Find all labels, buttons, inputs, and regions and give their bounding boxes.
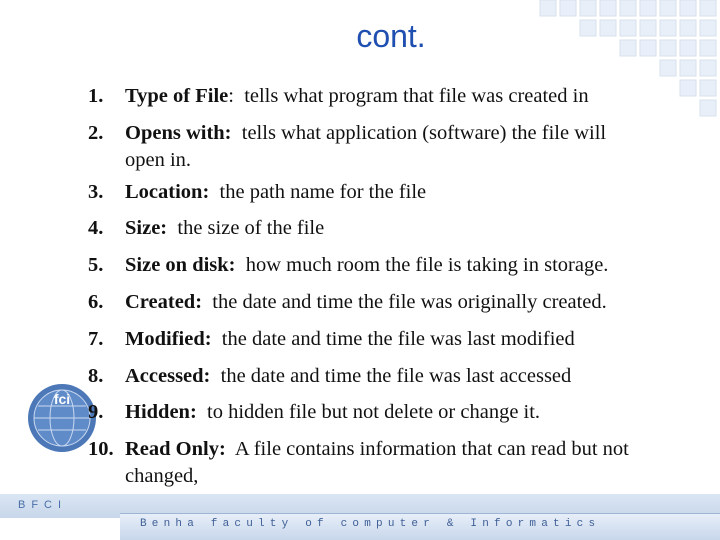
list-item-text: how much room the file is taking in storage. bbox=[235, 254, 609, 277]
list-item bbox=[88, 115, 688, 174]
list-item-body bbox=[88, 247, 688, 284]
list-item-continuation: changed, bbox=[125, 464, 199, 487]
list-item-text: : tells what program that file was created in bbox=[228, 85, 589, 107]
list-item-term: Opens with: bbox=[125, 121, 232, 144]
list-item-text: the size of the file bbox=[167, 217, 325, 240]
list-item-body bbox=[88, 358, 688, 395]
list-item-number: 7. bbox=[88, 327, 104, 350]
list-item-number: 5. bbox=[88, 254, 104, 277]
list-item-body bbox=[88, 394, 688, 431]
list-item bbox=[88, 358, 688, 395]
footer-text: Benha faculty of computer & Informatics bbox=[140, 518, 601, 530]
list-item-body bbox=[88, 174, 688, 211]
list-item-number: 10. bbox=[88, 438, 114, 461]
list-item-number: 4. bbox=[88, 217, 104, 240]
logo-text: fci bbox=[53, 391, 71, 407]
list-item-body bbox=[88, 284, 688, 321]
list-item-term: Size on disk: bbox=[125, 254, 236, 277]
attribute-list bbox=[88, 78, 688, 490]
list-item-term: Read Only: bbox=[125, 438, 226, 461]
list-item-body bbox=[88, 78, 688, 115]
list-item-body bbox=[88, 210, 688, 247]
list-item-text: the date and time the file was originally created. bbox=[202, 290, 607, 313]
list-item-number: 2. bbox=[88, 121, 104, 144]
list-item-number: 9. bbox=[88, 401, 104, 424]
list-item bbox=[88, 284, 688, 321]
list-item-text: A file contains information that can read but not bbox=[225, 438, 629, 461]
list-item bbox=[88, 431, 688, 490]
list-item-number: 8. bbox=[88, 364, 104, 387]
list-item bbox=[88, 321, 688, 358]
list-item-continuation: open in. bbox=[125, 148, 192, 171]
list-item-term: Created: bbox=[125, 290, 203, 313]
list-item-term: Size: bbox=[125, 217, 168, 240]
list-item bbox=[88, 174, 688, 211]
slide-title: cont. bbox=[356, 18, 426, 54]
list-item bbox=[88, 78, 688, 115]
list-item-text: to hidden file but not delete or change it. bbox=[196, 401, 541, 424]
list-item-text: tells what application (software) the file will bbox=[231, 121, 607, 144]
list-item-text: the date and time the file was last accessed bbox=[210, 364, 572, 387]
list-item bbox=[88, 394, 688, 431]
list-item-term: Type of File bbox=[125, 85, 229, 107]
list-item-term: Hidden: bbox=[125, 401, 197, 424]
list-item-term: Location: bbox=[125, 180, 210, 203]
footer-label: BFCI bbox=[18, 499, 68, 511]
list-item-text: the date and time the file was last modified bbox=[211, 327, 575, 350]
list-item-term: Accessed: bbox=[125, 364, 211, 387]
list-item-number: 3. bbox=[88, 180, 104, 203]
list-item-number: 1. bbox=[88, 85, 104, 107]
list-item-number: 6. bbox=[88, 290, 104, 313]
list-item-text: the path name for the file bbox=[209, 180, 427, 203]
list-item bbox=[88, 210, 688, 247]
list-item-term: Modified: bbox=[125, 327, 212, 350]
list-item bbox=[88, 247, 688, 284]
list-item-body bbox=[88, 321, 688, 358]
